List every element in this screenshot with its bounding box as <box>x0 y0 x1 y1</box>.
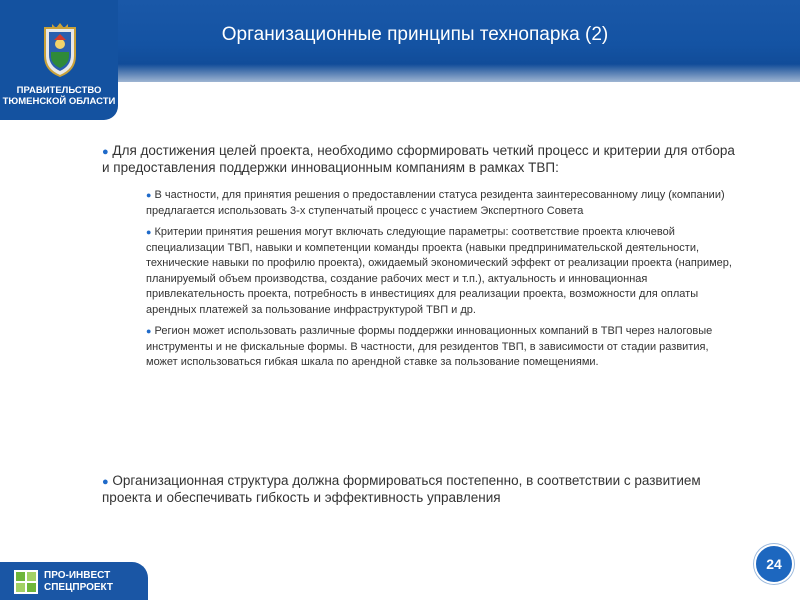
footer-brand-text <box>44 570 113 594</box>
coat-of-arms-icon <box>42 22 78 78</box>
sub-bullet <box>146 188 742 219</box>
sub-bullet-text: В частности, для принятия решения о предоставлении статуса резидента заинтересованному лицу (компании) предлагается использовать 3-х ступенчатый процесс с участием Экспертного Совета <box>146 189 725 217</box>
footer-line-1: ПРО-ИНВЕСТ <box>44 570 111 581</box>
header-bar <box>0 0 800 82</box>
bullet-main-2-text: Организационная структура должна формироваться постепенно, в соответствии с развитием проекта и обеспечивать гибкость и эффективность управления <box>102 473 701 505</box>
bullet-icon: ● <box>146 326 152 336</box>
bullet-icon: ● <box>146 190 152 200</box>
page-number-badge: 24 <box>754 544 794 584</box>
bullet-main-2 <box>102 473 742 506</box>
bullet-icon: ● <box>102 146 109 158</box>
footer-line-2: СПЕЦПРОЕКТ <box>44 582 114 593</box>
sub-bullet-text: Регион может использовать различные формы поддержки инновационных компаний в ТВП через налоговые инструменты и не фискальные формы. В частности, для резидентов ТВП, в зависимости от стадии развития, может использоваться гибкая шкала по арендной ставке за пользование помещениями. <box>146 325 713 368</box>
sub-bullet <box>146 225 742 318</box>
bullet-main-1-text: Для достижения целей проекта, необходимо сформировать четкий процесс и критерии для отбора и предоставления поддержки инновационным компаниям в рамках ТВП: <box>102 143 735 175</box>
sub-bullet-list <box>146 188 742 371</box>
emblem-panel <box>0 0 118 120</box>
slide-title: Организационные принципы технопарка (2) <box>221 24 609 45</box>
government-label: ПРАВИТЕЛЬСТВО ТЮМЕНСКОЙ ОБЛАСТИ <box>2 85 116 107</box>
content-area <box>102 143 742 377</box>
sub-bullet <box>146 324 742 371</box>
bullet-icon: ● <box>146 227 152 237</box>
sub-bullet-text: Критерии принятия решения могут включать следующие параметры: соответствие проекта ключевой специализации ТВП, навыки и компетенции команды проекта (навыки предпринимательской деятельности, технические навыки по профилю проекта), ожидаемый экономический эффект от реализации проекта (например, планируемый объем производства, создание рабочих мест и т.п.), актуальность и инновационная привлекательность проекта, потребность в инвестициях для реализации проекта, возможности для оплаты арендных платежей за пользование инфраструктурой ТВП и др. <box>146 226 732 316</box>
bullet-main-1 <box>102 143 742 176</box>
pro-invest-logo-icon <box>14 570 38 594</box>
bullet-icon: ● <box>102 476 109 488</box>
footer-brand <box>0 562 148 600</box>
